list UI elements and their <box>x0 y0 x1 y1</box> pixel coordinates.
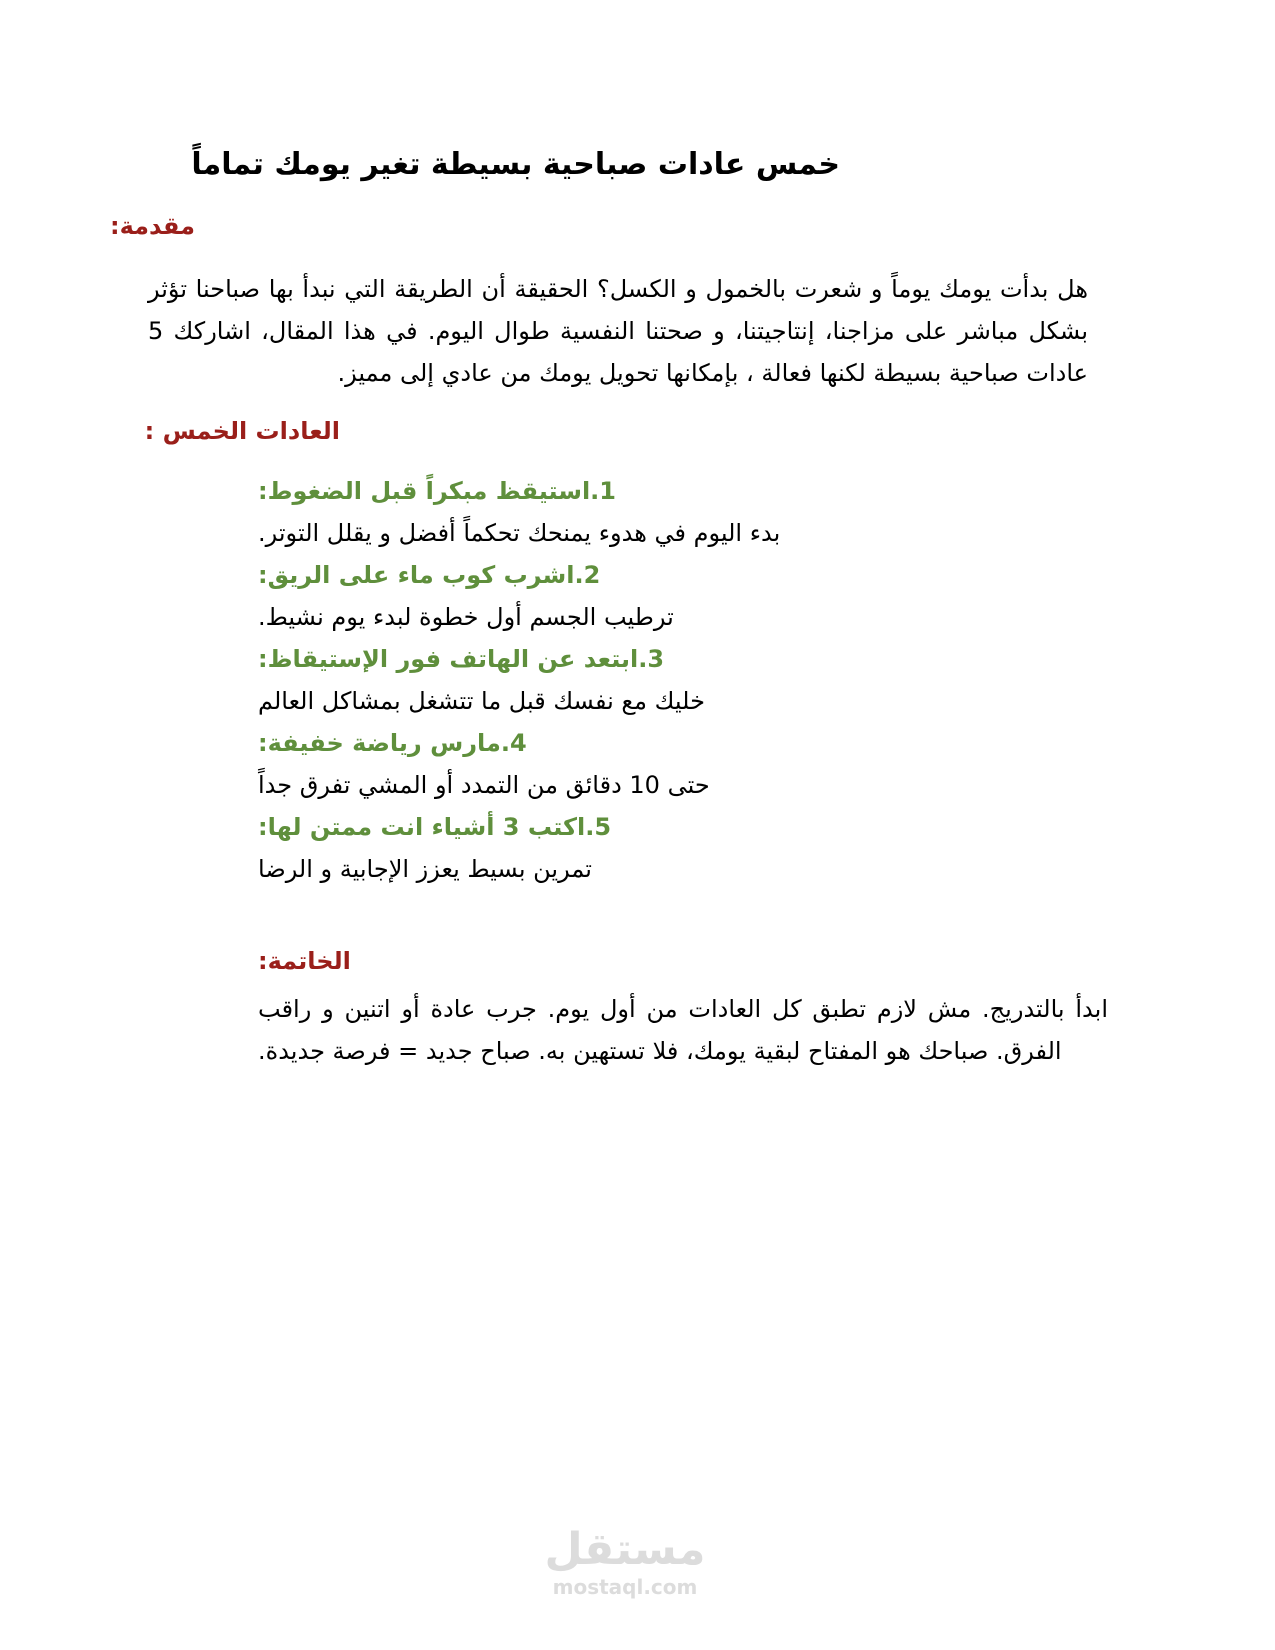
habit-desc-4: حتى 10 دقائق من التمدد أو المشي تفرق جداً <box>258 771 710 799</box>
habit-title-3: 3.ابتعد عن الهاتف فور الإستيقاظ: <box>258 645 665 673</box>
conclusion-heading: الخاتمة: <box>258 947 351 975</box>
intro-paragraph: هل بدأت يومك يوماً و شعرت بالخمول و الكسل؟ الحقيقة أن الطريقة التي نبدأ بها صباحنا تؤثر بشكل مباشر على مزاجنا، إنتاجيتنا، و صحتنا النفسية طوال اليوم. في هذا المقال، اشاركك 5 عادات صباحية بسيطة لكنها فعالة ، بإمكانها تحويل يومك من عادي إلى مميز. <box>148 275 1088 387</box>
document-title: خمس عادات صباحية بسيطة تغير يومك تماماً <box>191 147 840 182</box>
habit-title-2: 2.اشرب كوب ماء على الريق: <box>258 561 601 589</box>
watermark-url: mostaql.com <box>552 1575 698 1599</box>
watermark-logo: مستقل <box>544 1524 706 1575</box>
habit-desc-2: ترطيب الجسم أول خطوة لبدء يوم نشيط. <box>258 603 674 631</box>
habit-desc-1: بدء اليوم في هدوء يمنحك تحكماً أفضل و يقلل التوتر. <box>258 519 781 547</box>
habit-desc-5: تمرين بسيط يعزز الإجابية و الرضا <box>258 855 592 883</box>
habits-list <box>258 470 818 890</box>
habits-heading: العادات الخمس : <box>144 417 340 445</box>
habit-title-4: 4.مارس رياضة خفيفة: <box>258 729 527 757</box>
habit-title-1: 1.استيقظ مبكراً قبل الضغوط: <box>258 477 616 505</box>
conclusion-paragraph: ابدأ بالتدريج. مش لازم تطبق كل العادات من أول يوم. جرب عادة أو اتنين و راقب الفرق. صباحك هو المفتاح لبقية يومك، فلا تستهين به. صباح جديد = فرصة جديدة. <box>258 995 1108 1065</box>
habit-desc-3: خليك مع نفسك قبل ما تتشغل بمشاكل العالم <box>258 687 705 715</box>
intro-heading: مقدمة: <box>109 212 195 240</box>
habit-title-5: 5.اكتب 3 أشياء انت ممتن لها: <box>258 813 612 841</box>
mostaql-watermark <box>540 1525 710 1599</box>
